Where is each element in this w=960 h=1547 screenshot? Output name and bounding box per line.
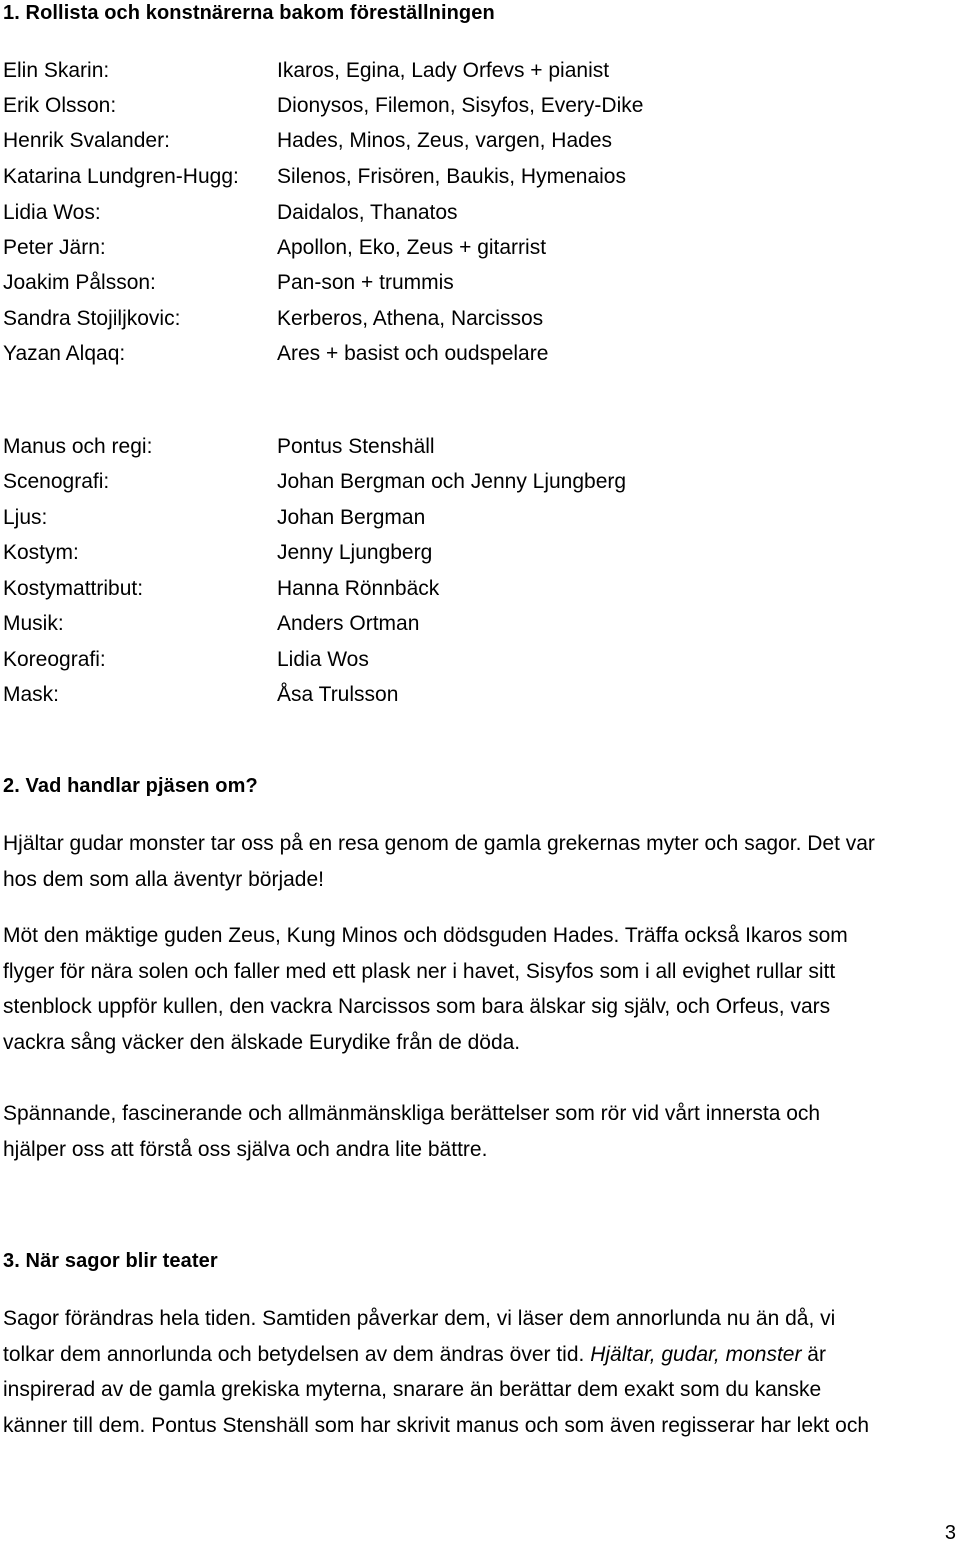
crew-name: Johan Bergman och Jenny Ljungberg xyxy=(277,470,627,493)
cast-name: Katarina Lundgren-Hugg: xyxy=(3,165,239,188)
crew-role: Kostymattribut: xyxy=(3,577,144,600)
text-line: vackra sång väcker den älskade Eurydike från de döda. xyxy=(3,1030,521,1054)
section-2-paragraph-1 xyxy=(3,826,953,897)
play-title: Hjältar, gudar, monster xyxy=(590,1342,802,1366)
text-line: flyger för nära solen och faller med ett plask ner i havet, Sisyfos som i all evighet rullar sitt xyxy=(3,959,836,983)
crew-name: Jenny Ljungberg xyxy=(277,541,433,564)
section-3-heading: 3. När sagor blir teater xyxy=(3,1250,218,1272)
cast-roles: Kerberos, Athena, Narcissos xyxy=(277,307,544,330)
cast-roles: Ikaros, Egina, Lady Orfevs + pianist xyxy=(277,59,610,82)
text-line: känner till dem. Pontus Stenshäll som har skrivit manus och som även regisserar har lekt och xyxy=(3,1413,870,1437)
crew-name: Anders Ortman xyxy=(277,612,420,635)
text-line: Spännande, fascinerande och allmänmänskliga berättelser som rör vid vårt innersta och xyxy=(3,1102,821,1125)
cast-name: Elin Skarin: xyxy=(3,59,110,82)
text-line: hos dem som alla äventyr började! xyxy=(3,867,324,891)
text-line: hjälper oss att förstå oss själva och andra lite bättre. xyxy=(3,1137,488,1161)
text-segment: är xyxy=(801,1342,826,1366)
text-line: stenblock uppför kullen, den vackra Narcissos som bara älskar sig själv, och Orfeus, vars xyxy=(3,995,831,1018)
cast-name: Sandra Stojiljkovic: xyxy=(3,307,181,330)
cast-roles: Hades, Minos, Zeus, vargen, Hades xyxy=(277,129,612,152)
crew-name: Lidia Wos xyxy=(277,648,369,671)
crew-role: Ljus: xyxy=(3,506,48,529)
text-line: Sagor förändras hela tiden. Samtiden påverkar dem, vi läser dem annorlunda nu än då, vi xyxy=(3,1307,836,1330)
crew-name: Johan Bergman xyxy=(277,506,426,529)
cast-roles: Dionysos, Filemon, Sisyfos, Every-Dike xyxy=(277,94,644,117)
cast-roles: Daidalos, Thanatos xyxy=(277,201,458,224)
crew-role: Mask: xyxy=(3,683,60,706)
cast-roles: Apollon, Eko, Zeus + gitarrist xyxy=(277,236,547,259)
cast-name: Henrik Svalander: xyxy=(3,129,170,152)
crew-role: Musik: xyxy=(3,612,64,635)
section-2-paragraph-2 xyxy=(3,918,953,1060)
text-line: inspirerad av de gamla grekiska myterna, snarare än berättar dem exakt som du kanske xyxy=(3,1378,822,1401)
crew-role: Koreografi: xyxy=(3,648,106,671)
cast-name: Joakim Pålsson: xyxy=(3,271,156,294)
crew-name: Pontus Stenshäll xyxy=(277,435,435,458)
section-1-heading: 1. Rollista och konstnärerna bakom föreställningen xyxy=(3,2,495,24)
text-line: Möt den mäktige guden Zeus, Kung Minos och dödsguden Hades. Träffa också Ikaros som xyxy=(3,924,848,947)
text-line xyxy=(3,1337,953,1373)
crew-role: Kostym: xyxy=(3,541,79,564)
crew-name: Åsa Trulsson xyxy=(277,683,399,706)
cast-name: Peter Järn: xyxy=(3,236,106,259)
cast-name: Yazan Alqaq: xyxy=(3,342,126,365)
section-2-heading: 2. Vad handlar pjäsen om? xyxy=(3,775,258,797)
crew-name: Hanna Rönnbäck xyxy=(277,577,440,600)
cast-roles: Silenos, Frisören, Baukis, Hymenaios xyxy=(277,165,626,188)
cast-name: Lidia Wos: xyxy=(3,201,101,224)
section-2-paragraph-3 xyxy=(3,1096,953,1167)
text-line: Hjältar gudar monster tar oss på en resa genom de gamla grekernas myter och sagor. Det var xyxy=(3,832,875,855)
cast-name: Erik Olsson: xyxy=(3,94,117,117)
crew-role: Manus och regi: xyxy=(3,435,153,458)
crew-role: Scenografi: xyxy=(3,470,110,493)
cast-roles: Ares + basist och oudspelare xyxy=(277,342,549,365)
section-3-paragraph xyxy=(3,1301,953,1443)
text-segment: tolkar dem annorlunda och betydelsen av dem ändras över tid. xyxy=(3,1342,591,1366)
page-number: 3 xyxy=(944,1522,956,1544)
cast-roles: Pan-son + trummis xyxy=(277,271,454,294)
